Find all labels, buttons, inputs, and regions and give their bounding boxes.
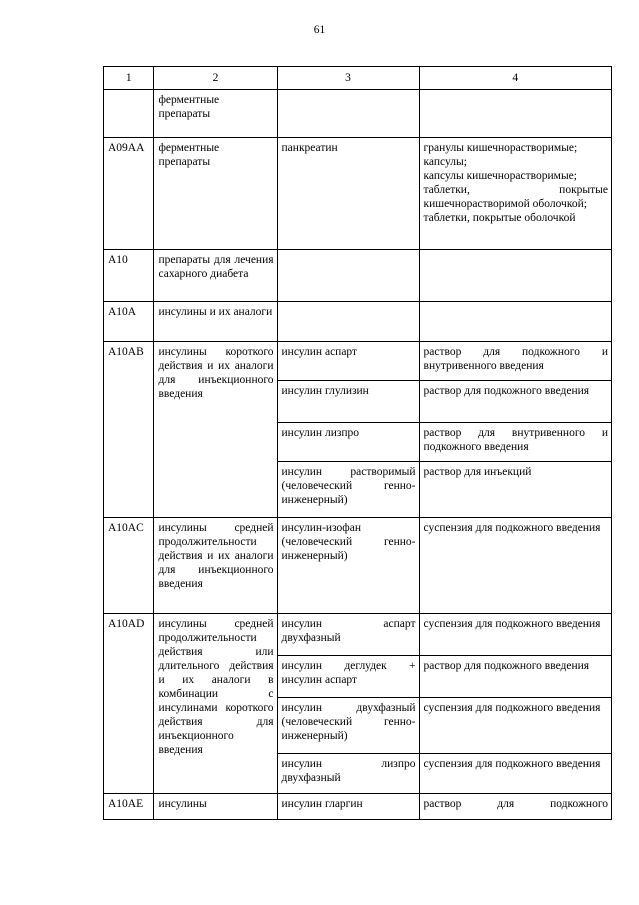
code-cell [104, 90, 154, 138]
page-number: 61 [313, 24, 326, 36]
code-cell: A10AE [104, 794, 154, 820]
drug-cell: инсулин гларгин [277, 794, 419, 820]
code-cell: A10A [104, 302, 154, 342]
group-cell: инсулины и их аналоги [154, 302, 277, 342]
table-row [104, 138, 612, 250]
dosage-form: гранулы кишечнорастворимые; [423, 142, 578, 154]
dosage-form: капсулы кишечнорастворимые; [423, 170, 577, 182]
drug-cell [277, 90, 419, 138]
drug-table [103, 66, 612, 820]
dosage-form: таблетки, покрытые кишечнорастворимой оболочкой; [423, 184, 608, 210]
form-cell: суспензия для подкожного введения [419, 754, 611, 794]
code-cell: A10AC [104, 518, 154, 614]
form-cell: суспензия для подкожного введения [419, 614, 611, 656]
form-cell: суспензия для подкожного введения [419, 518, 611, 614]
drug-cell [277, 250, 419, 302]
code-cell: A10 [104, 250, 154, 302]
group-cell: инсулины средней продолжительности действия и их аналоги для инъекционного введения [154, 518, 277, 614]
header-cell: 1 [104, 67, 154, 90]
dosage-form: таблетки, покрытые оболочкой [423, 212, 576, 224]
drug-cell: инсулин деглудек + инсулин аспарт [277, 656, 419, 698]
table-row [104, 342, 612, 381]
dosage-form: раствор для подкожного [423, 798, 608, 810]
form-cell [419, 302, 611, 342]
drug-cell: инсулин двухфазный (человеческий генно-инженерный) [277, 698, 419, 754]
drug-cell: инсулин лизпро двухфазный [277, 754, 419, 794]
drug-cell: инсулин аспарт [277, 342, 419, 381]
code-cell: A09AA [104, 138, 154, 250]
group-cell: препараты для лечения сахарного диабета [154, 250, 277, 302]
drug-cell: инсулин глулизин [277, 381, 419, 423]
group-cell: инсулины [154, 794, 277, 820]
drug-cell [277, 302, 419, 342]
table-header-row [104, 67, 612, 90]
form-cell [419, 90, 611, 138]
group-cell: инсулины короткого действия и их аналоги для инъекционного введения [154, 342, 277, 518]
header-cell: 2 [154, 67, 277, 90]
drug-cell: инсулин-изофан (человеческий генно-инженерный) [277, 518, 419, 614]
form-cell [419, 794, 611, 820]
drug-cell: инсулин растворимый (человеческий генно-инженерный) [277, 462, 419, 518]
form-cell: раствор для подкожного и внутривенного введения [419, 342, 611, 381]
table-row [104, 794, 612, 820]
table-row [104, 302, 612, 342]
header-cell: 4 [419, 67, 611, 90]
code-cell: A10AD [104, 614, 154, 794]
form-cell: раствор для подкожного введения [419, 656, 611, 698]
group-cell: ферментные препараты [154, 138, 277, 250]
drug-cell: панкреатин [277, 138, 419, 250]
code-cell: A10AB [104, 342, 154, 518]
form-cell: раствор для подкожного введения [419, 381, 611, 423]
form-cell [419, 138, 611, 250]
table-row [104, 250, 612, 302]
dosage-form: капсулы; [423, 156, 467, 168]
table-row [104, 518, 612, 614]
table-row [104, 90, 612, 138]
group-cell: инсулины средней продолжительности действия или длительного действия и их аналоги в комбинации с инсулинами короткого действия для инъекционного введения [154, 614, 277, 794]
form-cell: раствор для инъекций [419, 462, 611, 518]
table-row [104, 614, 612, 656]
drug-cell: инсулин аспарт двухфазный [277, 614, 419, 656]
drug-cell: инсулин лизпро [277, 423, 419, 462]
header-cell: 3 [277, 67, 419, 90]
form-cell [419, 250, 611, 302]
form-cell: раствор для внутривенного и подкожного введения [419, 423, 611, 462]
form-cell: суспензия для подкожного введения [419, 698, 611, 754]
group-cell: ферментные препараты [154, 90, 277, 138]
